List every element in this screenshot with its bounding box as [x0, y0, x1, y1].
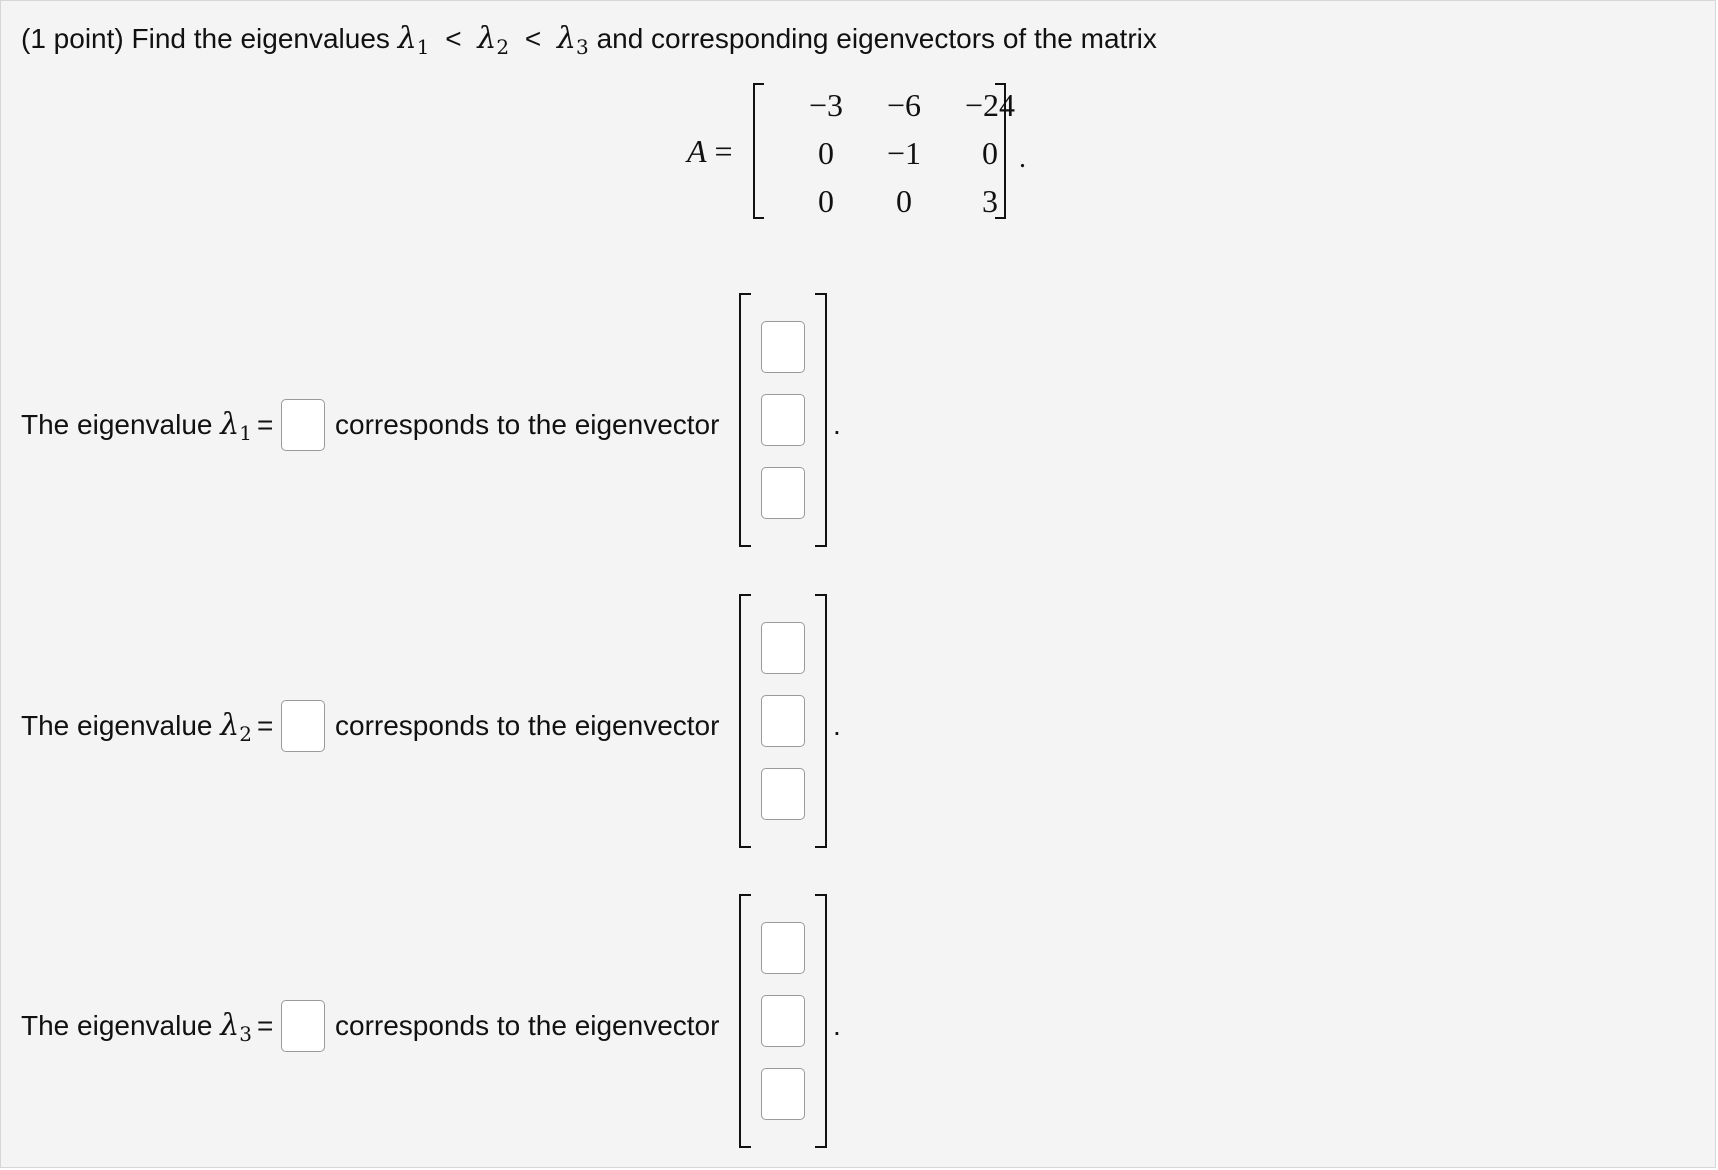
matrix-cell: −24	[964, 87, 1016, 123]
equals-sign-3: =	[257, 1010, 274, 1041]
vector-3-right-bracket	[815, 894, 827, 1148]
matrix-period: .	[1019, 143, 1026, 174]
eigenvalue-label-1: The eigenvalue $\lambda_1$	[21, 407, 253, 445]
eigenvalue-2-input[interactable]	[281, 700, 325, 752]
matrix-cell: 3	[982, 183, 998, 219]
vector-2-right-bracket	[815, 594, 827, 848]
vector-2-period: .	[833, 710, 841, 741]
answer-row-3	[1, 894, 1715, 1154]
eigenvector-1-entry-1[interactable]	[761, 321, 805, 373]
answer-row-1	[1, 293, 1715, 553]
vector-3-period: .	[833, 1010, 841, 1041]
matrix-cell: −3	[808, 87, 844, 123]
eigenvalue-label-2: The eigenvalue $\lambda_2$	[21, 708, 253, 746]
eigenvector-1-entry-2[interactable]	[761, 394, 805, 446]
corresponds-text-2: corresponds to the eigenvector	[335, 710, 720, 741]
eigenvalue-label-3: The eigenvalue $\lambda_3$	[21, 1008, 253, 1046]
matrix-label: A =	[687, 133, 733, 169]
lambda-3-symbol: $\lambda_3$	[557, 21, 589, 59]
eigenvector-1-entry-3[interactable]	[761, 467, 805, 519]
eigenvector-2-entry-1[interactable]	[761, 622, 805, 674]
eigenvector-2-entry-2[interactable]	[761, 695, 805, 747]
eigenvector-3-entry-3[interactable]	[761, 1068, 805, 1120]
eigenvector-3-entry-2[interactable]	[761, 995, 805, 1047]
matrix-cell: 0	[982, 135, 998, 171]
eigenvector-2-entry-3[interactable]	[761, 768, 805, 820]
answer-row-2	[1, 594, 1715, 854]
vector-1-left-bracket	[739, 293, 751, 547]
problem-statement	[21, 19, 1157, 67]
less-than-1: <	[445, 23, 462, 54]
eigenvector-3-entry-1[interactable]	[761, 922, 805, 974]
vector-1-period: .	[833, 409, 841, 440]
matrix-cell: −6	[886, 87, 922, 123]
statement-suffix: and corresponding eigenvectors of the matrix	[596, 23, 1157, 54]
statement-prefix: (1 point) Find the eigenvalues	[21, 23, 390, 54]
corresponds-text-1: corresponds to the eigenvector	[335, 409, 720, 440]
corresponds-text-3: corresponds to the eigenvector	[335, 1010, 720, 1041]
matrix-cell: −1	[886, 135, 922, 171]
lambda-2-symbol: $\lambda_2$	[477, 21, 510, 59]
matrix-right-bracket	[995, 83, 1006, 219]
vector-3-left-bracket	[739, 894, 751, 1148]
matrix-left-bracket	[753, 83, 764, 219]
matrix-cell: 0	[896, 183, 912, 219]
matrix-cell: 0	[818, 183, 834, 219]
lambda-1-symbol: $\lambda_1$	[397, 21, 430, 59]
vector-2-left-bracket	[739, 594, 751, 848]
equals-sign-1: =	[257, 409, 274, 440]
less-than-2: <	[524, 23, 542, 54]
matrix-cell: 0	[818, 135, 834, 171]
equals-sign-2: =	[257, 710, 274, 741]
vector-1-right-bracket	[815, 293, 827, 547]
eigenvalue-1-input[interactable]	[281, 399, 325, 451]
eigenvalue-3-input[interactable]	[281, 1000, 325, 1052]
